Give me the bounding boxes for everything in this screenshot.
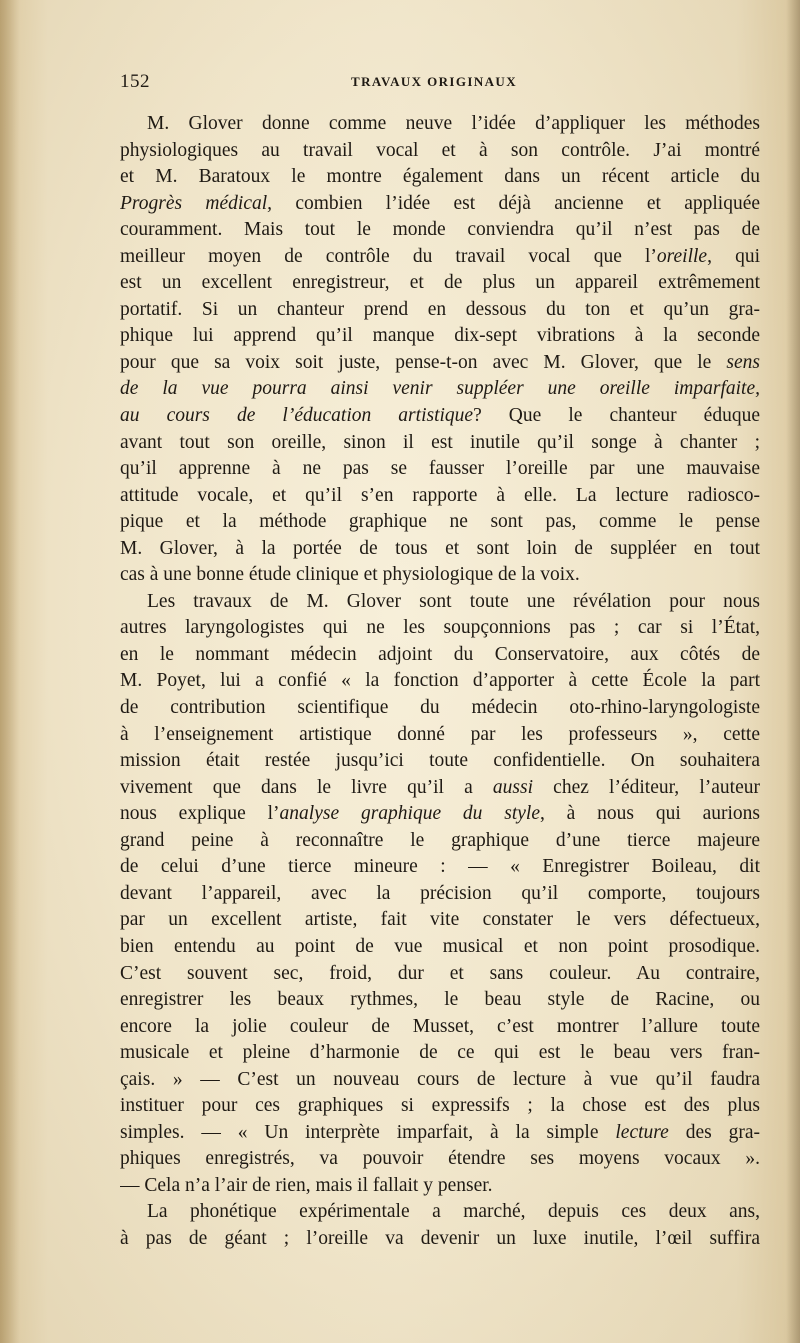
text-segment: cas à une bonne étude clinique et physiologique de la voix. (120, 564, 580, 586)
text-line (120, 509, 760, 536)
text-line (120, 695, 760, 722)
text-segment: combien l’idée est déjà ancienne et appliquée (272, 192, 760, 214)
spine-shadow (0, 0, 20, 1343)
text-line (120, 1199, 760, 1226)
text-segment: bien entendu au point de vue musical et non point prosodique. (120, 935, 760, 957)
text-line (120, 1067, 760, 1094)
text-segment: — Cela n’a l’air de rien, mais il fallait y penser. (120, 1174, 493, 1196)
text-line (120, 536, 760, 563)
text-line (120, 1014, 760, 1041)
text-line (120, 722, 760, 749)
text-segment: autres laryngologistes qui ne les soupçonnions pas ; car si l’État, (120, 617, 760, 639)
page-edge-shadow (786, 0, 800, 1343)
text-segment: encore la jolie couleur de Musset, c’est montrer l’allure toute (120, 1015, 760, 1037)
text-segment: et M. Baratoux le montre également dans un récent article du (120, 166, 760, 188)
body-text (120, 111, 760, 1253)
text-segment: en le nommant médecin adjoint du Conservatoire, aux côtés de (120, 643, 760, 665)
text-line (120, 191, 760, 218)
text-line (120, 138, 760, 165)
text-segment: , qui (707, 245, 760, 267)
running-title: TRAVAUX ORIGINAUX (351, 74, 517, 89)
text-segment: pique et la méthode graphique ne sont pas, comme le pense (120, 511, 760, 533)
text-segment: nous explique l’ (120, 803, 280, 825)
page-number: 152 (120, 71, 150, 92)
text-line (120, 589, 760, 616)
text-segment: musicale et pleine d’harmonie de ce qui est le beau vers fran- (120, 1042, 760, 1064)
text-line (120, 1146, 760, 1173)
text-segment: M. Poyet, lui a confié « la fonction d’apporter à cette École la part (120, 670, 760, 692)
text-line (120, 164, 760, 191)
text-segment: çais. » — C’est un nouveau cours de lecture à vue qu’il faudra (120, 1068, 760, 1090)
text-line (120, 907, 760, 934)
text-segment: avant tout son oreille, sinon il est inutile qu’il songe à chanter ; (120, 431, 760, 453)
text-line (120, 1226, 760, 1253)
text-segment: phiques enregistrés, va pouvoir étendre ses moyens vocaux ». (120, 1148, 760, 1170)
text-line (120, 881, 760, 908)
text-line (120, 297, 760, 324)
text-line (120, 1173, 760, 1200)
text-line (120, 1093, 760, 1120)
text-line (120, 934, 760, 961)
italic-text: analyse graphique du style (279, 803, 540, 825)
text-segment: physiologiques au travail vocal et à son contrôle. J’ai montré (120, 139, 760, 161)
text-segment: devant l’appareil, avec la précision qu’il comporte, toujours (120, 882, 760, 904)
text-segment: M. Glover, à la portée de tous et sont loin de suppléer en tout (120, 537, 760, 559)
text-segment: à l’enseignement artistique donné par les professeurs », cette (120, 723, 760, 745)
text-segment: simples. — « Un interprète imparfait, à la simple (120, 1121, 616, 1143)
text-line (120, 217, 760, 244)
text-line (120, 270, 760, 297)
text-segment: meilleur moyen de contrôle du travail vocal que l’ (120, 245, 657, 267)
italic-text: lecture (615, 1121, 669, 1143)
text-line (120, 961, 760, 988)
italic-text: de la vue pourra ainsi venir suppléer une oreille imparfaite, (120, 378, 760, 400)
text-segment: La phonétique expérimentale a marché, depuis ces deux ans, (147, 1201, 760, 1223)
text-segment: des gra- (668, 1121, 760, 1143)
text-segment: enregistrer les beaux rythmes, le beau style de Racine, ou (120, 989, 760, 1011)
text-line (120, 642, 760, 669)
text-segment: à pas de géant ; l’oreille va devenir un luxe inutile, l’œil suffira (120, 1227, 760, 1249)
text-line (120, 828, 760, 855)
text-segment: C’est souvent sec, froid, dur et sans couleur. Au contraire, (120, 962, 760, 984)
text-segment: Les travaux de M. Glover sont toute une révélation pour nous (147, 590, 760, 612)
text-segment: M. Glover donne comme neuve l’idée d’appliquer les méthodes (147, 113, 760, 134)
text-segment: de celui d’une tierce mineure : — « Enregistrer Boileau, dit (120, 856, 760, 878)
text-segment: grand peine à reconnaître le graphique d’une tierce majeure (120, 829, 760, 851)
text-segment: , à nous qui aurions (539, 803, 760, 825)
italic-text: oreille (656, 245, 708, 267)
italic-text: Progrès médical, (120, 192, 273, 214)
text-segment: portatif. Si un chanteur prend en dessous du ton et qu’un gra- (120, 298, 760, 320)
italic-text: au cours de l’éducation artistique (120, 405, 474, 427)
italic-text: sens (726, 351, 760, 373)
text-line (120, 615, 760, 642)
text-line (120, 111, 760, 138)
text-line (120, 801, 760, 828)
text-segment: vivement que dans le livre qu’il a (120, 776, 493, 798)
text-line (120, 1040, 760, 1067)
text-segment: phique lui apprend qu’il manque dix-sept vibrations à la seconde (120, 325, 760, 347)
text-segment: par un excellent artiste, fait vite constater le vers défectueux, (120, 909, 760, 931)
text-segment: mission était restée jusqu’ici toute confidentielle. On souhaitera (120, 750, 760, 772)
text-line (120, 244, 760, 271)
text-segment: instituer pour ces graphiques si expressifs ; la chose est des plus (120, 1095, 760, 1117)
text-segment: est un excellent enregistreur, et de plus un appareil extrêmement (120, 272, 760, 294)
italic-text: aussi (492, 776, 533, 798)
text-line (120, 748, 760, 775)
text-line (120, 1120, 760, 1147)
text-line (120, 430, 760, 457)
text-line (120, 987, 760, 1014)
text-line (120, 376, 760, 403)
text-line (120, 350, 760, 377)
text-line (120, 483, 760, 510)
text-line (120, 775, 760, 802)
text-segment: ? Que le chanteur éduque (473, 405, 760, 427)
text-segment: chez l’éditeur, l’auteur (533, 776, 760, 798)
text-line (120, 854, 760, 881)
text-line (120, 456, 760, 483)
text-segment: pour que sa voix soit juste, pense-t-on avec M. Glover, que le (120, 351, 727, 373)
text-line (120, 668, 760, 695)
text-segment: qu’il apprenne à ne pas se fausser l’oreille par une mauvaise (120, 458, 760, 480)
text-line (120, 323, 760, 350)
text-segment: attitude vocale, et qu’il s’en rapporte à elle. La lecture radiosco- (120, 484, 760, 506)
text-line (120, 403, 760, 430)
text-segment: couramment. Mais tout le monde conviendra qu’il n’est pas de (120, 219, 760, 241)
text-line (120, 562, 760, 589)
text-segment: de contribution scientifique du médecin oto-rhino-laryngologiste (120, 697, 760, 719)
